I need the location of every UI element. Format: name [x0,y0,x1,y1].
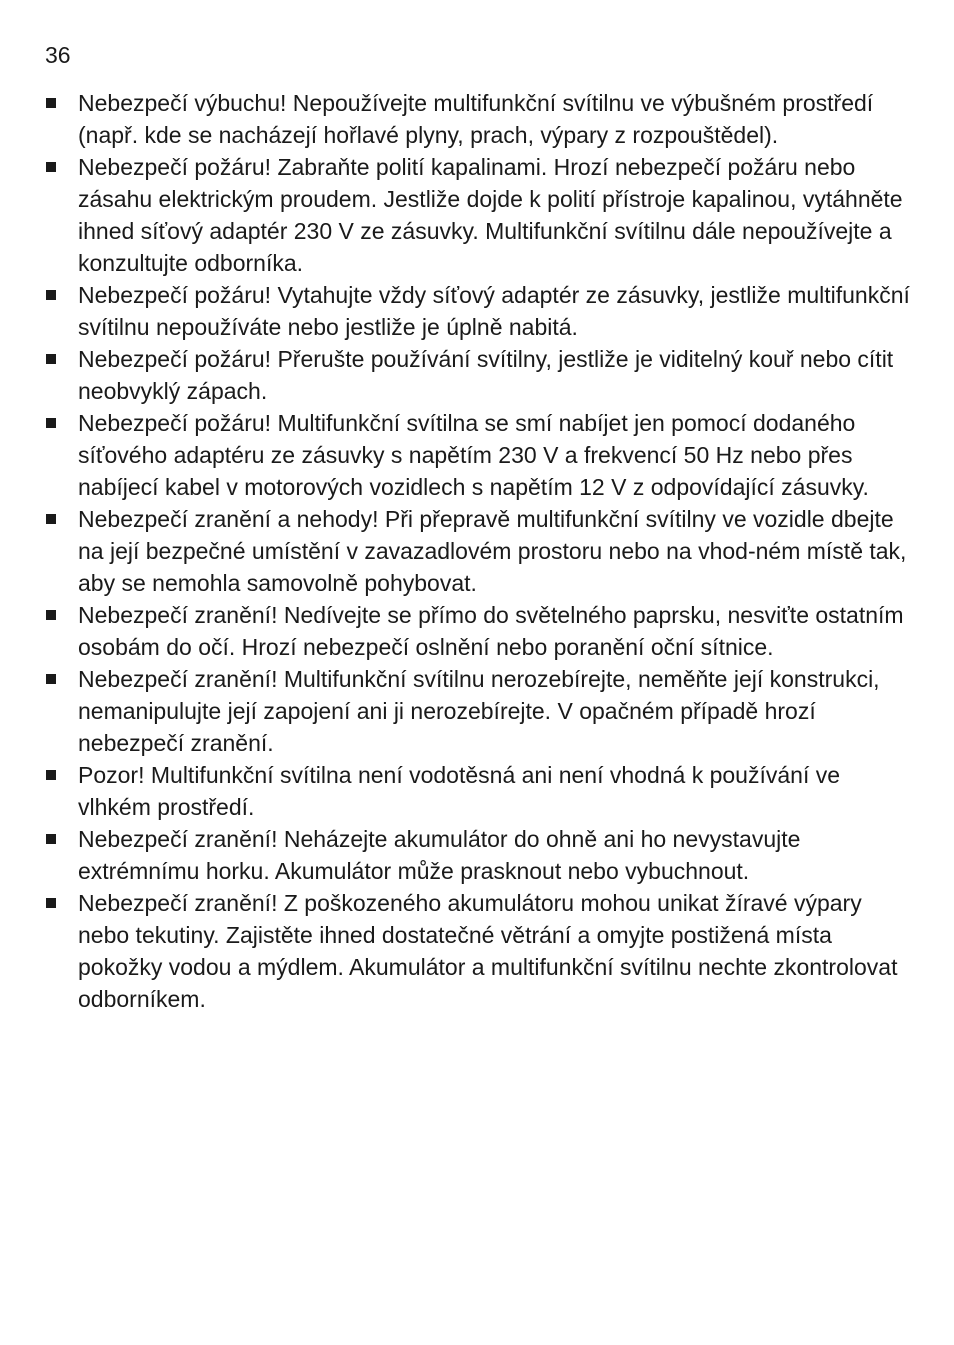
bullet-square-icon [46,162,56,172]
bullet-square-icon [46,290,56,300]
warning-text: Nebezpečí zranění! Neházejte akumulátor do ohně ani ho nevystavujte extrémnímu horku. Akumulátor může prasknout nebo vybuchnout. [78,826,801,884]
list-item [0,503,954,599]
warning-text: Nebezpečí zranění a nehody! Při přepravě multifunkční svítilny ve vozidle dbejte na její bezpečné umístění v zavazadlovém prostoru nebo na vhod-ném místě tak, aby se nemohla samovolně pohybovat. [78,506,907,596]
warning-text: Nebezpečí zranění! Multifunkční svítilnu nerozebírejte, neměňte její konstrukci, nemanipulujte její zapojení ani ji nerozebírejte. V opačném případě hrozí nebezpečí zranění. [78,666,880,756]
warning-text: Nebezpečí požáru! Zabraňte polití kapalinami. Hrozí nebezpečí požáru nebo zásahu elektrickým proudem. Jestliže dojde k polití přístroje kapalinou, vytáhněte ihned síťový adaptér 230 V ze zásuvky. Multifunkční svítilnu dále nepoužívejte a konzultujte odborníka. [78,154,903,276]
bullet-square-icon [46,354,56,364]
bullet-square-icon [46,610,56,620]
list-item [0,407,954,503]
safety-warnings-list [0,87,954,1015]
warning-text: Nebezpečí zranění! Nedívejte se přímo do světelného paprsku, nesviťte ostatním osobám do očí. Hrozí nebezpečí oslnění nebo poranění oční sítnice. [78,602,904,660]
bullet-square-icon [46,898,56,908]
list-item [0,759,954,823]
warning-text: Nebezpečí požáru! Multifunkční svítilna se smí nabíjet jen pomocí dodaného síťového adaptéru ze zásuvky s napětím 230 V a frekvencí 50 Hz nebo přes nabíjecí kabel v motorových vozidlech s napětím 12 V z odpovídající zásuvky. [78,410,869,500]
warning-text: Nebezpečí zranění! Z poškozeného akumulátoru mohou unikat žíravé výpary nebo tekutiny. Zajistěte ihned dostatečné větrání a omyjte postižená místa pokožky vodou a mýdlem. Akumulátor a multifunkční svítilnu nechte zkontrolovat odborníkem. [78,890,898,1012]
list-item [0,663,954,759]
list-item [0,151,954,279]
bullet-square-icon [46,514,56,524]
bullet-square-icon [46,770,56,780]
warning-text: Pozor! Multifunkční svítilna není vodotěsná ani není vhodná k používání ve vlhkém prostředí. [78,762,841,820]
warning-text: Nebezpečí výbuchu! Nepoužívejte multifunkční svítilnu ve výbušném prostředí (např. kde se nacházejí hořlavé plyny, prach, výpary z rozpouštědel). [78,90,874,148]
bullet-square-icon [46,674,56,684]
list-item [0,823,954,887]
warning-text: Nebezpečí požáru! Přerušte používání svítilny, jestliže je viditelný kouř nebo cítit neobvyklý zápach. [78,346,894,404]
bullet-square-icon [46,418,56,428]
bullet-square-icon [46,834,56,844]
list-item [0,87,954,151]
list-item [0,343,954,407]
bullet-square-icon [46,98,56,108]
warning-text: Nebezpečí požáru! Vytahujte vždy síťový adaptér ze zásuvky, jestliže multifunkční svítilnu nepoužíváte nebo jestliže je úplně nabitá. [78,282,910,340]
list-item [0,279,954,343]
page-number: 36 [45,42,71,68]
list-item [0,887,954,1015]
list-item [0,599,954,663]
